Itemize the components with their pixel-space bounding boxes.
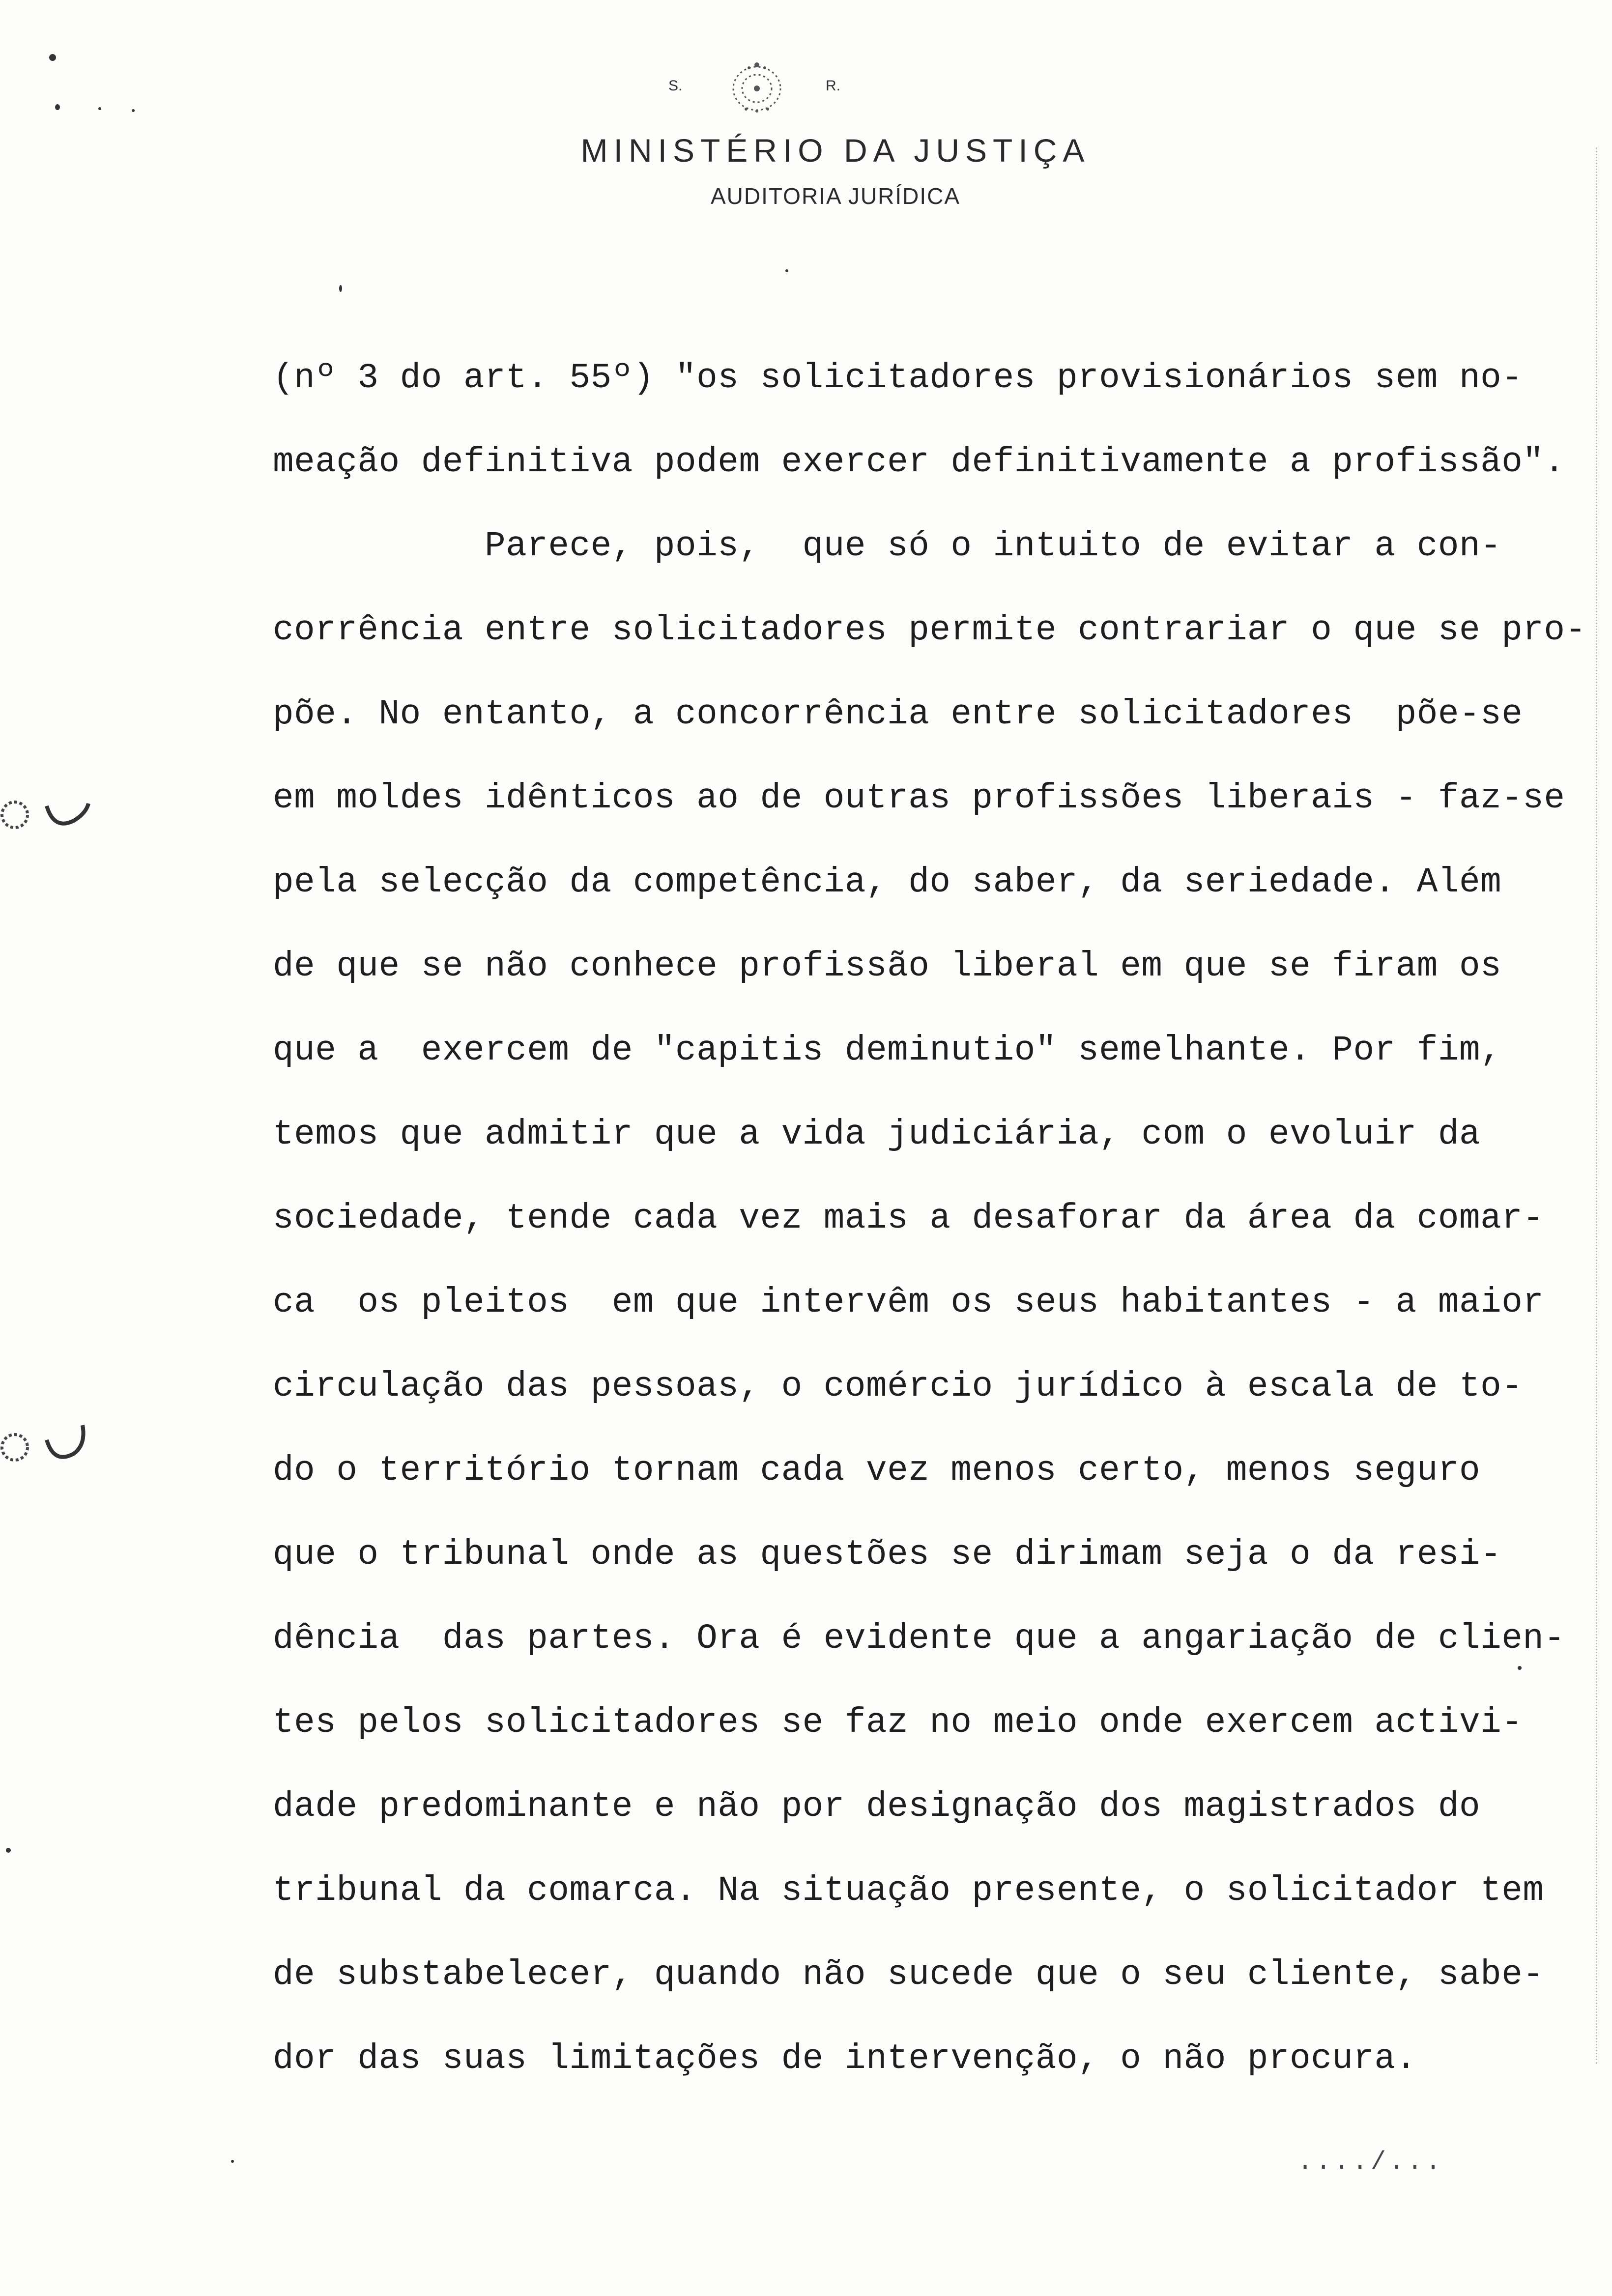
text-line: (nº 3 do art. 55º) "os solicitadores provisionários sem no-: [273, 359, 1523, 398]
scan-speck: [785, 269, 788, 272]
coat-of-arms-seal-icon: [718, 58, 796, 117]
text-line: tes pelos solicitadores se faz no meio onde exercem activi-: [273, 1703, 1523, 1743]
text-line: de substabelecer, quando não sucede que o seu cliente, sabe-: [273, 1955, 1544, 1995]
text-line: Parece, pois, que só o intuito de evitar a con-: [273, 527, 1502, 566]
scan-speck: [98, 107, 101, 110]
punch-hole-icon: [0, 1415, 93, 1469]
text-line: que a exercem de "capitis deminutio" semelhante. Por fim,: [273, 1031, 1502, 1070]
text-line: de que se não conhece profissão liberal em que se firam os: [273, 947, 1502, 986]
scan-edge-noise: [1594, 147, 1597, 2064]
text-line: põe. No entanto, a concorrência entre solicitadores põe-se: [273, 695, 1523, 734]
text-line: que o tribunal onde as questões se dirimam seja o da resi-: [273, 1535, 1502, 1575]
text-line: ca os pleitos em que intervêm os seus habitantes - a maior: [273, 1283, 1544, 1322]
ministry-title: MINISTÉRIO DA JUSTIÇA: [580, 132, 1091, 169]
scan-speck: [55, 104, 60, 110]
text-line: meação definitiva podem exercer definitivamente a profissão".: [273, 443, 1565, 482]
continuation-mark: ..../...: [1297, 2148, 1444, 2177]
text-line: sociedade, tende cada vez mais a desaforar da área da comar-: [273, 1199, 1544, 1238]
text-line: em moldes idênticos ao de outras profissões liberais - faz-se: [273, 779, 1565, 818]
text-line: corrência entre solicitadores permite contrariar o que se pro-: [273, 611, 1586, 650]
text-line: dência das partes. Ora é evidente que a angariação de clien-: [273, 1619, 1565, 1659]
scan-speck: [1518, 1666, 1522, 1670]
text-line: temos que admitir que a vida judiciária, com o evoluir da: [273, 1115, 1481, 1154]
text-line: dor das suas limitações de intervenção, o não procura.: [273, 2039, 1417, 2079]
scan-speck: [339, 285, 342, 292]
seal-right-letter: R.: [826, 78, 840, 94]
seal-left-letter: S.: [668, 78, 683, 94]
scan-speck: [6, 1848, 11, 1853]
department-subtitle: AUDITORIA JURÍDICA: [711, 183, 960, 209]
punch-hole-icon: [0, 786, 93, 840]
text-line: pela selecção da competência, do saber, da seriedade. Além: [273, 863, 1502, 902]
letterhead-seal: [639, 58, 855, 122]
text-line: dade predominante e não por designação dos magistrados do: [273, 1787, 1481, 1827]
text-line: circulação das pessoas, o comércio jurídico à escala de to-: [273, 1367, 1523, 1406]
text-line: tribunal da comarca. Na situação presente, o solicitador tem: [273, 1871, 1544, 1911]
scan-speck: [132, 109, 135, 112]
scan-speck: [49, 54, 56, 61]
scan-speck: [231, 2160, 234, 2163]
text-line: do o território tornam cada vez menos certo, menos seguro: [273, 1451, 1481, 1491]
typewritten-body: [273, 351, 1586, 2116]
